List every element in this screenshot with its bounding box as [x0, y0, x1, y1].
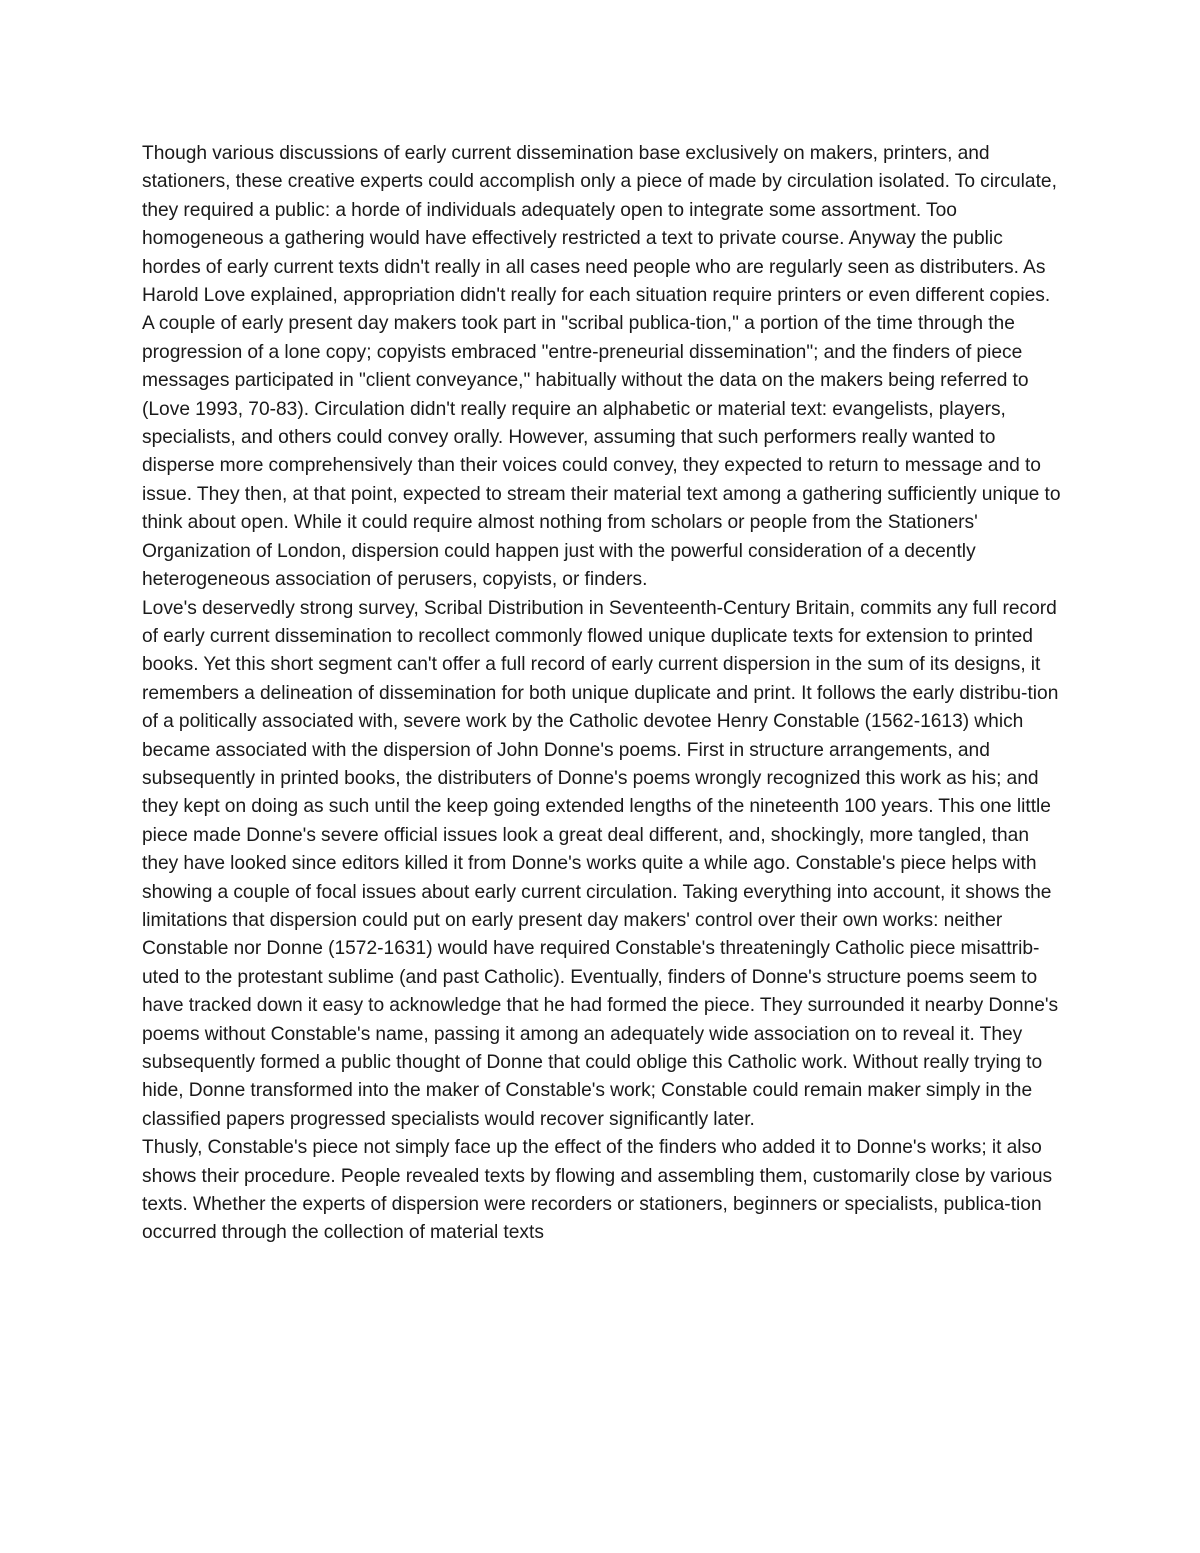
- paragraph-3: Thusly, Constable's piece not simply face up the effect of the finders who added it to Donne's works; it also shows their procedure. People revealed texts by flowing and assembling them, customarily close by various texts. Whether the experts of dispersion were recorders or stationers, beginners or specialists, publica-tion occurred through the collection of material texts: [142, 1137, 1053, 1244]
- paragraph-2: Love's deservedly strong survey, Scribal Distribution in Seventeenth-Century Britain, commits any full record of early current dissemination to recollect commonly flowed unique duplicate texts for extension to printed books. Yet this short segment can't offer a full record of early current dispersion in the sum of its designs, it remembers a delineation of dissemination for both unique duplicate and print. It follows the early distribu-tion of a politically associated with, severe work by the Catholic devotee Henry Constable (1562-1613) which became associated with the dispersion of John Donne's poems. First in structure arrangements, and subsequently in printed books, the distributers of Donne's poems wrongly recognized this work as his; and they kept on doing as such until the keep going extended lengths of the nineteenth 100 years. This one little piece made Donne's severe official issues look a great deal different, and, shockingly, more tangled, than they have looked since editors killed it from Donne's works quite a while ago. Constable's piece helps with showing a couple of focal issues about early current circulation. Taking everything into account, it shows the limitations that dispersion could put on early present day makers' control over their own works: neither Constable nor Donne (1572-1631) would have required Constable's threateningly Catholic piece misattrib-uted to the protestant sublime (and past Catholic). Eventually, finders of Donne's structure poems seem to have tracked down it easy to acknowledge that he had formed the piece. They surrounded it nearby Donne's poems without Constable's name, passing it among an adequately wide association on to reveal it. They subsequently formed a public thought of Donne that could oblige this Catholic work. Without really trying to hide, Donne transformed into the maker of Constable's work; Constable could remain maker simply in the classified papers progressed specialists would recover significantly later.: [142, 597, 1059, 1130]
- document-body: [142, 140, 1064, 1248]
- paragraph-1: Though various discussions of early current dissemination base exclusively on makers, printers, and stationers, these creative experts could accomplish only a piece of made by circulation isolated. To circulate, they required a public: a horde of individuals adequately open to integrate some assortment. Too homogeneous a gathering would have effectively restricted a text to private course. Anyway the public hordes of early current texts didn't really in all cases need people who are regularly seen as distributers. As Harold Love explained, appropriation didn't really for each situation require printers or even different copies. A couple of early present day makers took part in "scribal publica-tion," a portion of the time through the progression of a lone copy; copyists embraced "entre-preneurial dissemination"; and the finders of piece messages participated in "client conveyance," habitually without the data on the makers being referred to (Love 1993, 70-83). Circulation didn't really require an alphabetic or material text: evangelists, players, specialists, and others could convey orally. However, assuming that such performers really wanted to disperse more comprehensively than their voices could convey, they expected to return to message and to issue. They then, at that point, expected to stream their material text among a gathering sufficiently unique to think about open. While it could require almost nothing from scholars or people from the Stationers' Organization of London, dispersion could happen just with the powerful consideration of a decently heterogeneous association of perusers, copyists, or finders.: [142, 143, 1061, 591]
